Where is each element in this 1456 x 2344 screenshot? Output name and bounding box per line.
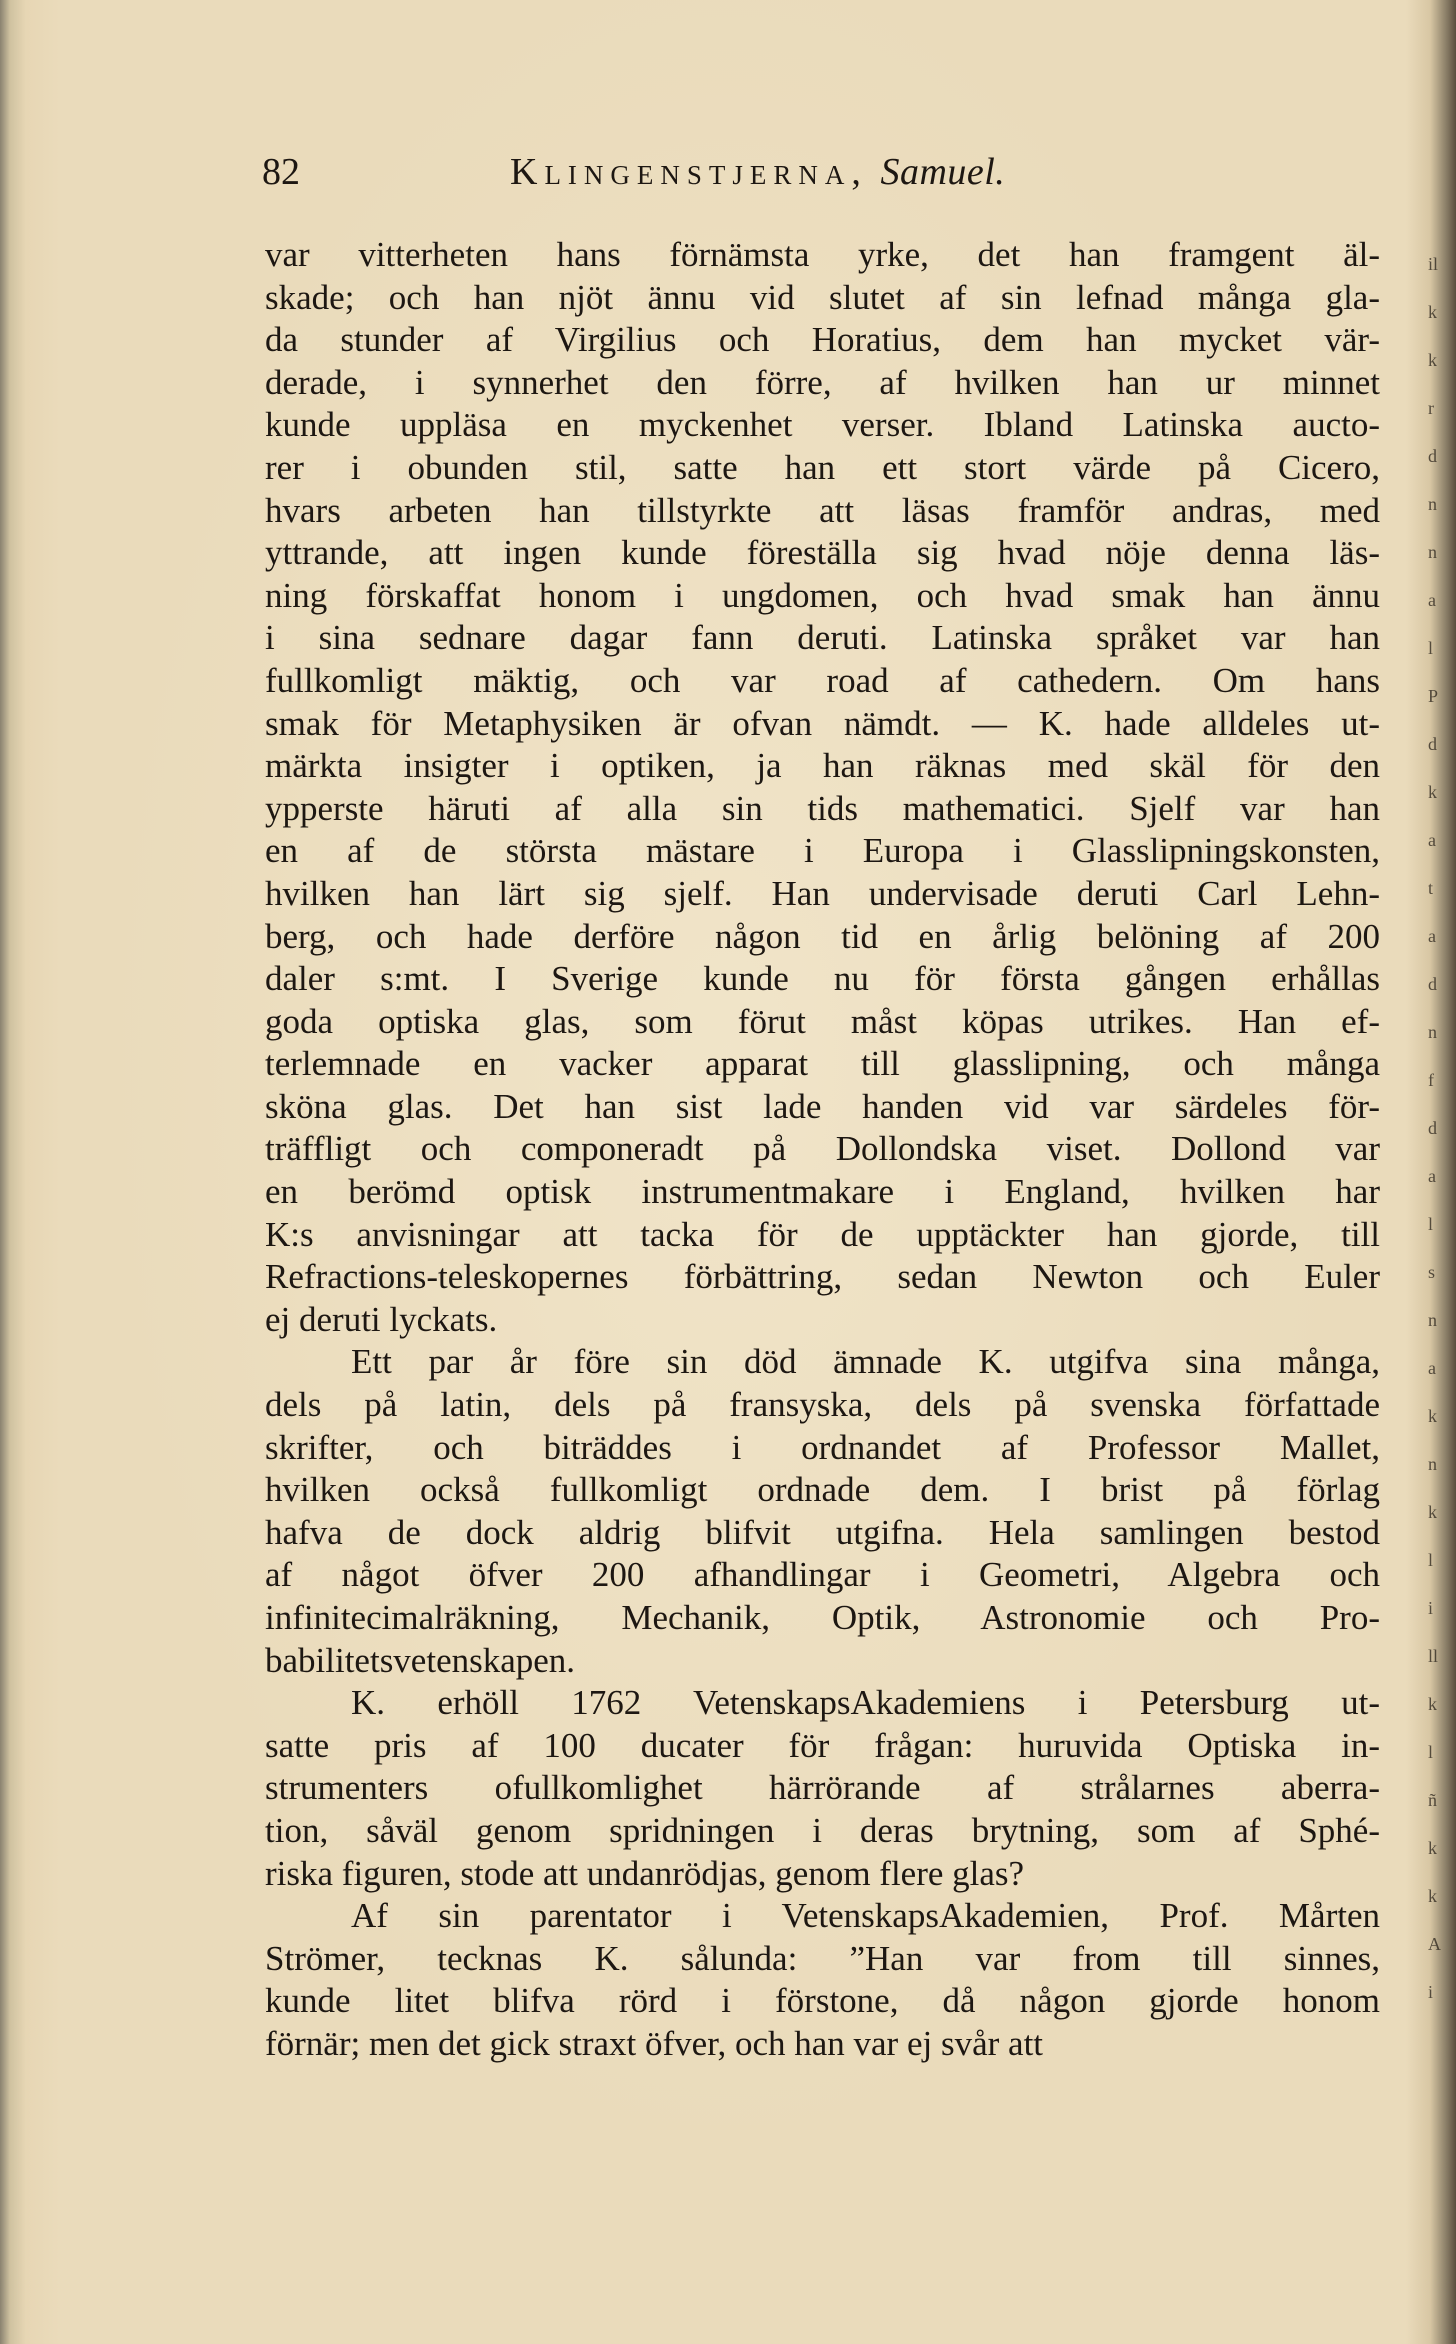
- text-line: strumenters ofullkomlighet härrörande af strålarnes aberra-: [265, 1768, 1380, 1808]
- text-line: ning förskaffat honom i ungdomen, och hvad smak han ännu: [265, 575, 1380, 615]
- text-line: Ett par år före sin död ämnade K. utgifva sina många,: [351, 1342, 1380, 1382]
- edge-fragment: k: [1428, 1886, 1437, 1906]
- text-line: skade; och han njöt ännu vid slutet af sin lefnad många gla-: [265, 277, 1380, 317]
- edge-fragment: a: [1428, 926, 1436, 946]
- edge-fragment: n: [1428, 1310, 1437, 1330]
- edge-fragment: d: [1428, 446, 1437, 466]
- text-line: yttrande, att ingen kunde föreställa sig hvad nöje denna läs-: [265, 533, 1380, 573]
- running-head-title: [510, 150, 1005, 194]
- edge-fragment: il: [1428, 254, 1439, 274]
- text-line: berg, och hade derföre någon tid en årlig belöning af 200: [265, 916, 1380, 956]
- text-line: hvilken han lärt sig sjelf. Han undervisade deruti Carl Lehn-: [265, 873, 1380, 913]
- text-line: infinitecimalräkning, Mechanik, Optik, Astronomie och Pro-: [265, 1598, 1380, 1637]
- text-line: kunde uppläsa en myckenhet verser. Ibland Latinska aucto-: [265, 405, 1380, 445]
- edge-fragment: t: [1428, 878, 1434, 898]
- edge-fragment: l: [1428, 1742, 1434, 1762]
- edge-fragment: ll: [1428, 1646, 1439, 1666]
- text-line: en berömd optisk instrumentmakare i England, hvilken har: [265, 1172, 1380, 1212]
- edge-fragment: A: [1428, 1934, 1441, 1954]
- edge-fragment: i: [1428, 1598, 1434, 1618]
- text-line: riska figuren, stode att undanrödjas, genom flere glas?: [265, 1853, 1025, 1893]
- text-line: en af de största mästare i Europa i Glasslipningskonsten,: [265, 831, 1380, 871]
- edge-fragment: n: [1428, 1022, 1437, 1042]
- text-line: da stunder af Virgilius och Horatius, dem han mycket vär-: [265, 320, 1380, 360]
- text-line: träffligt och componeradt på Dollondska viset. Dollond var: [265, 1129, 1380, 1169]
- text-line: K. erhöll 1762 VetenskapsAkademiens i Petersburg ut-: [351, 1683, 1380, 1723]
- text-line: Af sin parentator i VetenskapsAkademien, Prof. Mårten: [351, 1896, 1380, 1936]
- page-number: 82: [262, 151, 300, 193]
- text-line: märkta insigter i optiken, ja han räknas med skäl för den: [265, 746, 1380, 786]
- text-line: förnär; men det gick straxt öfver, och han var ej svår att: [265, 2023, 1044, 2063]
- text-line: hvars arbeten han tillstyrkte att läsas framför andras, med: [265, 490, 1380, 530]
- edge-fragment: f: [1428, 1070, 1434, 1090]
- text-line: fullkomligt mäktig, och var road af cathedern. Om hans: [265, 660, 1380, 700]
- text-line: tion, såväl genom spridningen i deras brytning, som af Sphé-: [265, 1810, 1380, 1850]
- text-line: K:s anvisningar att tacka för de upptäckter han gjorde, till: [265, 1214, 1380, 1254]
- edge-fragment: a: [1428, 830, 1436, 850]
- text-line: ej deruti lyckats.: [265, 1299, 498, 1339]
- text-line: ypperste häruti af alla sin tids mathematici. Sjelf var han: [265, 788, 1380, 828]
- text-line: af något öfver 200 afhandlingar i Geometri, Algebra och: [265, 1555, 1380, 1595]
- running-head-surname: Klingenstjerna,: [510, 151, 868, 193]
- edge-fragment: a: [1428, 1358, 1436, 1378]
- text-line: var vitterheten hans förnämsta yrke, det han framgent äl-: [265, 235, 1380, 274]
- text-line: rer i obunden stil, satte han ett stort värde på Cicero,: [265, 447, 1380, 487]
- edge-fragment: P: [1428, 686, 1439, 706]
- running-header: [262, 150, 1162, 200]
- edge-fragment: a: [1428, 590, 1436, 610]
- edge-fragment: l: [1428, 1550, 1434, 1570]
- edge-fragment: k: [1428, 302, 1437, 322]
- edge-fragment: n: [1428, 542, 1437, 562]
- edge-fragment: i: [1428, 1982, 1434, 2002]
- text-line: satte pris af 100 ducater för frågan: huruvida Optiska in-: [265, 1725, 1380, 1765]
- edge-fragment: a: [1428, 1166, 1436, 1186]
- body-text: [265, 234, 1380, 2066]
- edge-fragment: r: [1428, 398, 1434, 418]
- edge-fragment: k: [1428, 1694, 1437, 1714]
- text-line: smak för Metaphysiken är ofvan nämdt. — K. hade alldeles ut-: [265, 703, 1380, 743]
- edge-fragment: k: [1428, 350, 1437, 370]
- running-head-given-name: Samuel.: [880, 151, 1006, 193]
- edge-fragment: l: [1428, 1214, 1434, 1234]
- text-line: Strömer, tecknas K. sålunda: ”Han var from till sinnes,: [265, 1938, 1380, 1978]
- edge-fragment: k: [1428, 782, 1437, 802]
- edge-fragment: n: [1428, 494, 1437, 514]
- text-line: dels på latin, dels på fransyska, dels på svenska författade: [265, 1385, 1380, 1425]
- text-line: hvilken också fullkomligt ordnade dem. I brist på förlag: [265, 1470, 1380, 1510]
- text-line: babilitetsvetenskapen.: [265, 1640, 576, 1680]
- edge-fragment: k: [1428, 1406, 1437, 1426]
- edge-fragment: l: [1428, 638, 1434, 658]
- text-line: skrifter, och biträddes i ordnandet af Professor Mallet,: [265, 1427, 1380, 1467]
- text-line: derade, i synnerhet den förre, af hvilken han ur minnet: [265, 362, 1380, 402]
- text-line: goda optiska glas, som förut måst köpas utrikes. Han ef-: [265, 1001, 1380, 1041]
- text-line: terlemnade en vacker apparat till glasslipning, och många: [265, 1044, 1380, 1084]
- edge-fragment: d: [1428, 734, 1437, 754]
- edge-fragment: ñ: [1428, 1790, 1437, 1810]
- text-line: kunde litet blifva rörd i förstone, då någon gjorde honom: [265, 1981, 1380, 2021]
- edge-fragment: k: [1428, 1838, 1437, 1858]
- edge-fragment: d: [1428, 974, 1437, 994]
- text-line: sköna glas. Det han sist lade handen vid var särdeles för-: [265, 1086, 1380, 1126]
- edge-fragment: s: [1428, 1262, 1436, 1282]
- edge-fragment: k: [1428, 1502, 1437, 1522]
- text-line: hafva de dock aldrig blifvit utgifna. Hela samlingen bestod: [265, 1512, 1380, 1552]
- edge-fragment: d: [1428, 1118, 1437, 1138]
- text-line: i sina sednare dagar fann deruti. Latinska språket var han: [265, 618, 1380, 658]
- text-line: Refractions-teleskopernes förbättring, sedan Newton och Euler: [265, 1257, 1380, 1297]
- facing-page-edge-fragments: [1428, 240, 1452, 2040]
- edge-fragment: n: [1428, 1454, 1437, 1474]
- text-line: daler s:mt. I Sverige kunde nu för första gången erhållas: [265, 959, 1380, 999]
